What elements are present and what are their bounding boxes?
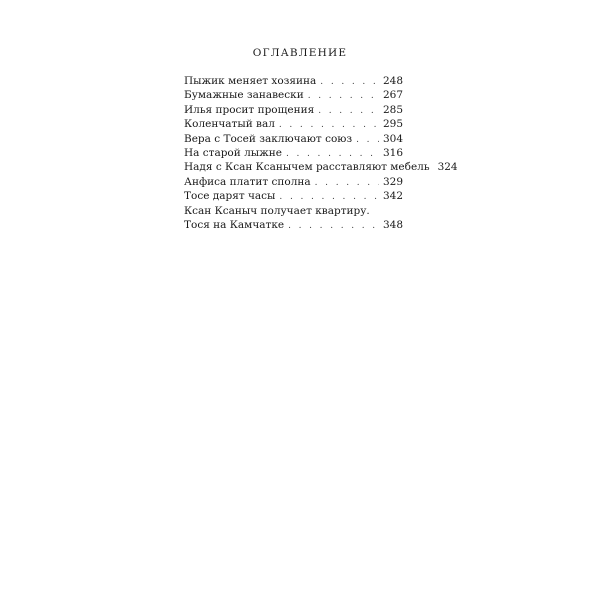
toc-entry-title: Илья просит прощения (184, 103, 315, 116)
toc-entry (184, 204, 403, 233)
toc-heading: ОГЛАВЛЕНИЕ (252, 47, 348, 59)
toc-entry-page: 316 (382, 146, 403, 159)
toc-entry-title: Тосе дарят часы (184, 190, 276, 203)
dot-leader (288, 219, 379, 233)
toc-entry-title: Надя с Ксан Ксанычем расставляют мебель (184, 161, 430, 174)
toc-entry-page: 324 (437, 161, 458, 174)
toc-entry-page: 248 (382, 75, 403, 87)
toc-entry-title: Вера с Тосей заключают союз (184, 132, 353, 145)
dot-leader (318, 104, 379, 118)
toc-entry (184, 189, 403, 203)
toc-entry (184, 175, 403, 189)
toc-entry-page: 295 (382, 118, 403, 131)
toc-entry-page: 285 (382, 103, 403, 116)
dot-leader (308, 89, 379, 103)
toc-entry-title: Бумажные занавески (184, 89, 304, 102)
toc-entry-page: 342 (382, 190, 403, 203)
toc-entry-page: 348 (382, 218, 403, 231)
toc-entry-page: 267 (382, 89, 403, 102)
toc-entry (184, 117, 403, 131)
dot-leader (279, 118, 379, 132)
toc-entry-title: Тося на Камчатке (184, 218, 285, 231)
toc-entry-page: 329 (382, 175, 403, 188)
toc-entry (184, 103, 403, 117)
toc-entry (184, 160, 458, 174)
toc-entry-line (184, 218, 403, 232)
toc-entry (184, 132, 403, 146)
dot-leader (320, 75, 379, 89)
toc-entry (184, 146, 403, 160)
toc-entry-title: Ксан Ксаныч получает квартиру. (184, 204, 370, 217)
toc-entry-title: Пыжик меняет хозяина (184, 75, 317, 87)
dot-leader (315, 176, 379, 190)
toc-entry-title: Коленчатый вал (184, 118, 275, 131)
toc-entry-title: На старой лыжне (184, 146, 282, 159)
toc-entry (184, 88, 403, 102)
dot-leader (356, 133, 379, 147)
toc-entry-line (184, 204, 403, 218)
toc-entry (184, 74, 403, 88)
toc-entry-page: 304 (382, 132, 403, 145)
dot-leader (279, 190, 379, 204)
dot-leader (286, 147, 379, 161)
table-of-contents (184, 74, 458, 232)
toc-entry-title: Анфиса платит сполна (184, 175, 311, 188)
